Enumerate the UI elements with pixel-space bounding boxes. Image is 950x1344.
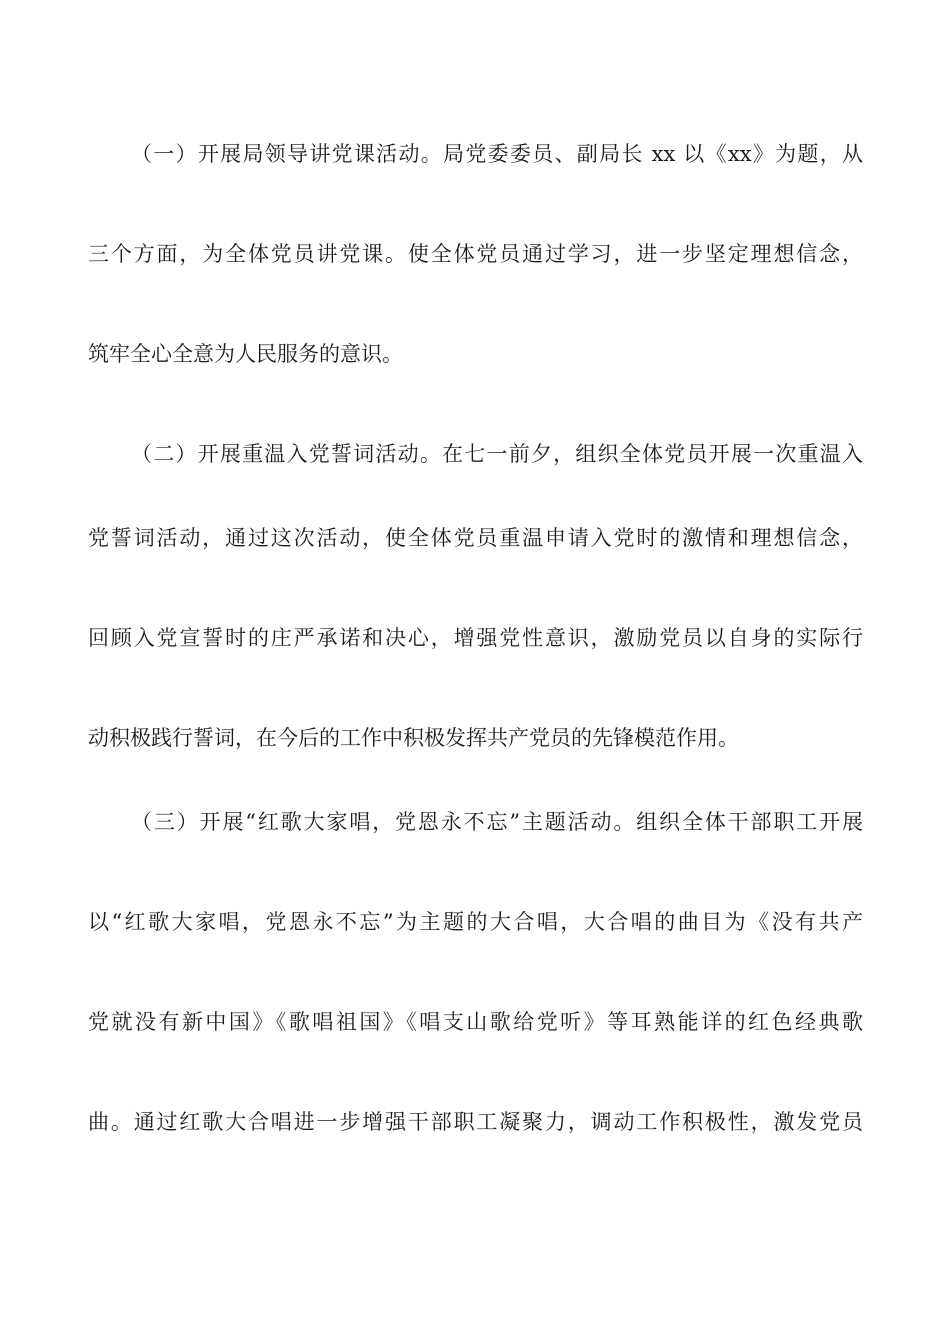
paragraph-line: 筑牢全心全意为人民服务的意识。	[88, 342, 403, 366]
paragraph-line: 党誓词活动，通过这次活动，使全体党员重温申请入党时的激情和理想信念，	[88, 526, 863, 550]
paragraph-line: （三）开展“红歌大家唱，党恩永不忘”主题活动。组织全体干部职工开展	[131, 810, 863, 834]
paragraph-line: （二）开展重温入党誓词活动。在七一前夕，组织全体党员开展一次重温入	[131, 442, 863, 466]
paragraph-line: 党就没有新中国》《歌唱祖国》《唱支山歌给党听》等耳熟能详的红色经典歌	[88, 1010, 863, 1034]
paragraph-line: 回顾入党宣誓时的庄严承诺和决心，增强党性意识，激励党员以自身的实际行	[88, 626, 863, 650]
paragraph-line: 以“红歌大家唱，党恩永不忘”为主题的大合唱，大合唱的曲目为《没有共产	[88, 910, 863, 934]
paragraph-line: （一）开展局领导讲党课活动。局党委委员、副局长 xx 以《xx》为题，从	[131, 142, 863, 166]
paragraph-line: 曲。通过红歌大合唱进一步增强干部职工凝聚力，调动工作积极性，激发党员	[88, 1110, 863, 1134]
paragraph-line: 动积极践行誓词，在今后的工作中积极发挥共产党员的先锋模范作用。	[88, 726, 739, 750]
paragraph-line: 三个方面，为全体党员讲党课。使全体党员通过学习，进一步坚定理想信念，	[88, 242, 863, 266]
